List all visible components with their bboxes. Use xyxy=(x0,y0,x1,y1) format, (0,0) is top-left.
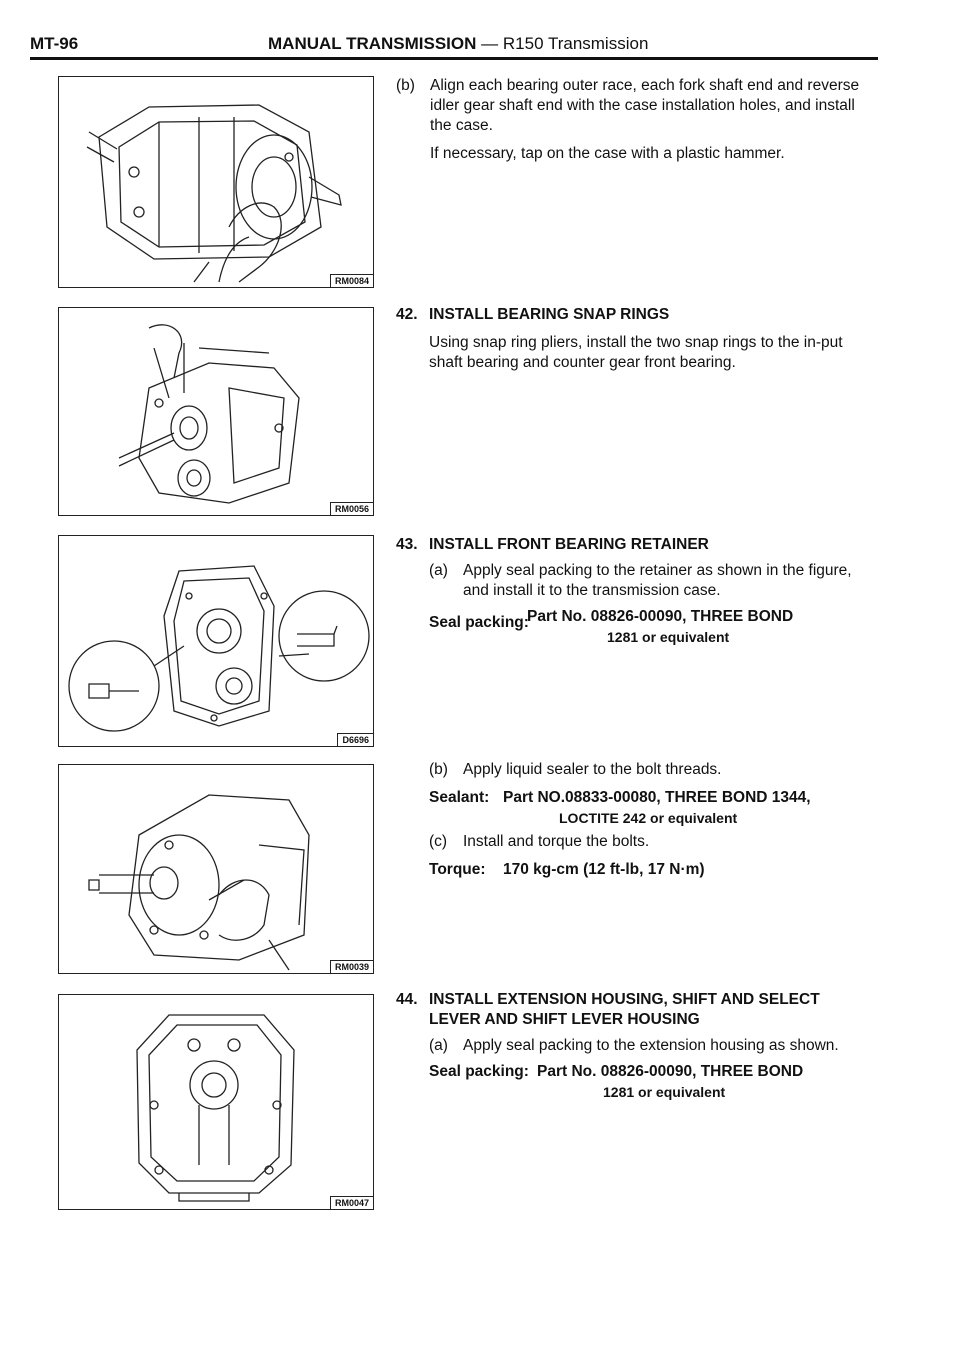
figure-snap-rings xyxy=(58,307,374,516)
step-43-heading xyxy=(396,535,880,555)
step-44 xyxy=(396,990,880,1104)
step-44-number: 44. xyxy=(396,991,418,1008)
page-number: MT-96 xyxy=(30,34,79,53)
step-43a-spec-line2: 1281 or equivalent xyxy=(607,629,730,645)
step-42-number: 42. xyxy=(396,306,418,323)
step-42-title: INSTALL BEARING SNAP RINGS xyxy=(429,306,670,323)
page-header xyxy=(30,34,878,60)
step-43b-spec-label: Sealant: xyxy=(429,789,490,806)
step-43c-tag: (c) xyxy=(429,833,448,850)
figure-retainer-seal xyxy=(58,535,374,747)
step-44a-tag: (a) xyxy=(429,1037,448,1054)
step-43b-tag: (b) xyxy=(429,761,448,778)
step-43c-spec xyxy=(429,860,880,882)
section-title: MANUAL TRANSMISSION xyxy=(268,34,477,53)
subsection-title: R150 Transmission xyxy=(502,34,649,53)
step-42 xyxy=(396,305,880,373)
step-43c-spec-value: 170 kg-cm (12 ft-lb, 17 N·m) xyxy=(503,861,705,878)
step-44-heading xyxy=(396,990,880,1010)
figure-case-install xyxy=(58,76,374,288)
case-install-illustration xyxy=(59,77,373,287)
step-44a-text: Apply seal packing to the extension housing as shown. xyxy=(463,1037,839,1054)
step-41b-note: If necessary, tap on the case with a plastic hammer. xyxy=(430,145,785,162)
header-rule xyxy=(30,57,878,60)
step-43 xyxy=(396,535,880,649)
figure-extension-housing xyxy=(58,994,374,1210)
step-43a-tag: (a) xyxy=(429,562,448,579)
step-43c-text: Install and torque the bolts. xyxy=(463,833,650,850)
step-43a-text: Apply seal packing to the retainer as shown in the figure, and install it to the transmission case. xyxy=(463,562,852,599)
step-43bc xyxy=(429,760,880,882)
step-43a xyxy=(429,561,880,649)
extension-housing-illustration xyxy=(59,995,373,1209)
step-43a-instruction xyxy=(429,561,880,601)
step-44a xyxy=(429,1036,880,1104)
figure-bolt-torque xyxy=(58,764,374,974)
step-41b xyxy=(396,76,880,164)
step-43b-spec-line2: LOCTITE 242 or equivalent xyxy=(559,810,738,826)
step-43-number: 43. xyxy=(396,536,418,553)
bolt-torque-illustration xyxy=(59,765,373,973)
step-43b-spec-line1: Part NO.08833-00080, THREE BOND 1344, xyxy=(503,789,811,806)
step-43c-instruction xyxy=(429,832,880,852)
step-44a-spec xyxy=(429,1062,880,1104)
step-43b-instruction xyxy=(429,760,880,780)
title-separator: — xyxy=(481,34,499,53)
step-44a-spec-line2: 1281 or equivalent xyxy=(603,1084,726,1100)
step-42-body: Using snap ring pliers, install the two snap rings to the in-put shaft bearing and counter gear front bearing. xyxy=(429,334,843,371)
step-43-title: INSTALL FRONT BEARING RETAINER xyxy=(429,536,709,553)
figure-code: RM0084 xyxy=(330,274,373,287)
retainer-seal-illustration xyxy=(59,536,373,746)
step-44a-spec-line1: Part No. 08826-00090, THREE BOND xyxy=(537,1063,804,1080)
step-43a-spec-label: Seal packing: xyxy=(429,614,529,631)
figure-code: RM0047 xyxy=(330,1196,373,1209)
step-43a-spec xyxy=(429,607,880,649)
step-43b-spec xyxy=(429,788,880,830)
figure-code: D6696 xyxy=(337,733,373,746)
step-44-title-line1: INSTALL EXTENSION HOUSING, SHIFT AND SELECT xyxy=(429,991,820,1008)
step-41b-text: Align each bearing outer race, each fork shaft end and reverse idler gear shaft end with the case installation holes, and install the case. xyxy=(430,77,860,134)
snap-rings-illustration xyxy=(59,308,373,515)
page-title xyxy=(268,34,648,54)
step-43c-spec-label: Torque: xyxy=(429,861,486,878)
step-43b-text: Apply liquid sealer to the bolt threads. xyxy=(463,761,722,778)
step-44a-instruction xyxy=(429,1036,880,1056)
step-44-title-line2: LEVER AND SHIFT LEVER HOUSING xyxy=(429,1011,700,1028)
step-44a-spec-label: Seal packing: xyxy=(429,1063,529,1080)
figure-code: RM0039 xyxy=(330,960,373,973)
step-41b-instruction xyxy=(396,76,880,136)
step-43a-spec-line1: Part No. 08826-00090, THREE BOND xyxy=(527,608,794,625)
figure-code: RM0056 xyxy=(330,502,373,515)
step-42-heading xyxy=(396,305,880,325)
step-41b-tag: (b) xyxy=(396,77,415,94)
